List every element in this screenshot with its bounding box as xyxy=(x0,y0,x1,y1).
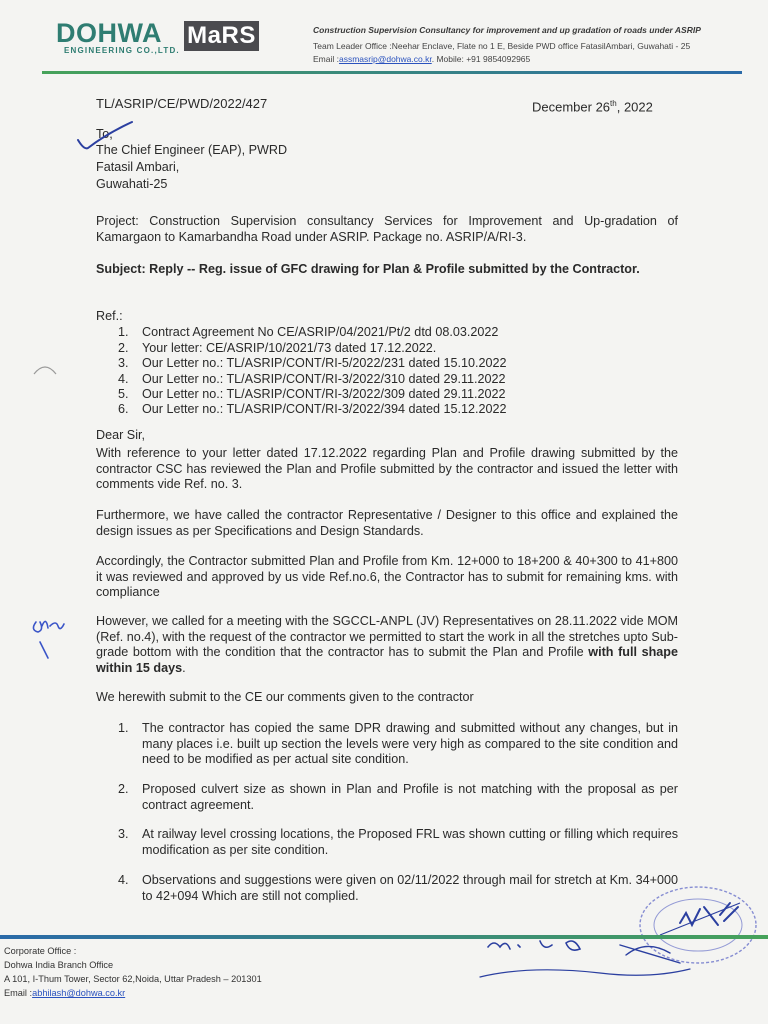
body-paragraph: Accordingly, the Contractor submitted Plan and Profile from Km. 12+000 to 18+200 & 40+300 to 41+800 it was reviewed and approved by us vide Ref.no.6, the Contractor has to submit for remaining kms. with compliance xyxy=(96,554,678,600)
ref-item-number: 6. xyxy=(118,402,129,416)
company-logo xyxy=(56,18,306,60)
letter-date xyxy=(532,96,653,115)
body-paragraph-text: However, we called for a meeting with the SGCCL-ANPL (JV) Representatives on 28.11.2022 vide MOM (Ref. no.4), with the request of the contractor we permitted to start the work in all the stretches upto Sub-grade bottom with the condition that the contractor has to submit the Plan and Profile xyxy=(96,614,678,660)
punch-hole-mark xyxy=(32,362,58,376)
body-paragraph: Furthermore, we have called the contractor Representative / Designer to this office and explained the design issues as per Specifications and Design Standards. xyxy=(96,508,678,538)
header-email-link[interactable]: assmasrip@dohwa.co.kr xyxy=(338,54,432,64)
addressee-line: The Chief Engineer (EAP), PWRD xyxy=(96,143,288,157)
ref-item-number: 4. xyxy=(118,372,129,386)
project-line: Project: Construction Supervision consultancy Services for Improvement and Up-gradation of Kamargaon to Kamarbandha Road under ASRIP. Package no. ASRIP/A/RI-3. xyxy=(96,214,678,244)
ref-item-number: 2. xyxy=(118,341,129,355)
letter-date-year: , 2022 xyxy=(616,99,653,115)
letter-reference-number: TL/ASRIP/CE/PWD/2022/427 xyxy=(96,96,268,111)
header-tagline: Construction Supervision Consultancy for improvement and up gradation of roads under ASRIP xyxy=(313,25,701,35)
observation-item xyxy=(118,721,678,768)
footer-email-label: Email : xyxy=(4,988,33,998)
observation-number: 3. xyxy=(118,827,129,841)
ref-item-text: Our Letter no.: TL/ASRIP/CONT/RI-3/2022/394 dated 15.12.2022 xyxy=(142,402,507,416)
ref-item-text: Our Letter no.: TL/ASRIP/CONT/RI-5/2022/231 dated 15.10.2022 xyxy=(142,356,507,370)
ref-item-text: Your letter: CE/ASRIP/10/2021/73 dated 17.12.2022. xyxy=(142,341,437,355)
logo-company-name: DOHWA xyxy=(56,18,162,48)
logo-subtitle: ENGINEERING CO.,LTD. xyxy=(64,46,180,55)
body-paragraph-end: . xyxy=(182,660,186,675)
body-paragraph: With reference to your letter dated 17.12.2022 regarding Plan and Profile drawing submitted by the contractor CSC has reviewed the Plan and Profile submitted by the contractor and issued the letter with comments vide Ref. no. 3. xyxy=(96,446,678,492)
addressee-line: Fatasil Ambari, xyxy=(96,160,180,174)
subject-line: Subject: Reply -- Reg. issue of GFC drawing for Plan & Profile submitted by the Contractor. xyxy=(96,262,640,276)
to-label: To, xyxy=(96,127,113,141)
addressee-line: Guwahati-25 xyxy=(96,177,168,191)
footer-corporate-label: Corporate Office : xyxy=(4,946,77,956)
ref-item xyxy=(118,372,506,388)
header-contact xyxy=(313,54,530,64)
handwritten-tick-mark xyxy=(76,120,136,154)
ref-item-number: 1. xyxy=(118,325,129,339)
comments-intro: We herewith submit to the CE our comments given to the contractor xyxy=(96,690,474,704)
ref-item xyxy=(118,402,507,418)
ref-item-text: Our Letter no.: TL/ASRIP/CONT/RI-3/2022/310 dated 29.11.2022 xyxy=(142,372,506,386)
handwritten-margin-note xyxy=(28,612,68,668)
body-paragraph-emphasis: with full shape within 15 days xyxy=(96,645,679,675)
header-divider xyxy=(42,71,742,74)
observation-item xyxy=(118,873,678,904)
ref-item-text: Contract Agreement No CE/ASRIP/04/2021/Pt/2 dtd 08.03.2022 xyxy=(142,325,499,339)
header-mobile: . Mobile: +91 9854092965 xyxy=(431,54,531,64)
observation-item xyxy=(118,782,678,813)
header-email-label: Email : xyxy=(313,54,339,64)
body-paragraph xyxy=(96,614,678,676)
ref-item-text: Our Letter no.: TL/ASRIP/CONT/RI-3/2022/309 dated 29.11.2022 xyxy=(142,387,506,401)
footer-email xyxy=(4,988,125,998)
ref-item-number: 3. xyxy=(118,356,129,370)
observation-text: Proposed culvert size as shown in Plan and Profile is not matching with the proposal as per contract agreement. xyxy=(142,782,678,812)
ref-item xyxy=(118,341,436,357)
ref-item xyxy=(118,325,498,341)
ref-item xyxy=(118,356,507,372)
observation-text: Observations and suggestions were given on 02/11/2022 through mail for stretch at Km. 34+000 to 42+094 Which are still not complied. xyxy=(142,873,678,903)
observation-text: At railway level crossing locations, the Proposed FRL was shown cutting or filling which requires modification as per site condition. xyxy=(142,827,678,857)
observation-text: The contractor has copied the same DPR drawing and submitted without any changes, but in many places i.e. built up section the levels were very high as compared to the site condition and need to be modified as per actual site condition. xyxy=(142,721,678,767)
ref-label: Ref.: xyxy=(96,309,123,323)
observation-number: 2. xyxy=(118,782,129,796)
ref-item-number: 5. xyxy=(118,387,129,401)
footer-branch: Dohwa India Branch Office xyxy=(4,960,114,970)
footer-email-link[interactable]: abhilash@dohwa.co.kr xyxy=(32,988,126,998)
header-address: Team Leader Office :Neehar Enclave, Flate no 1 E, Beside PWD office FatasilAmbari, Guwahati - 25 xyxy=(313,41,691,51)
ref-item xyxy=(118,387,506,403)
logo-partner-mark: MaRS xyxy=(184,21,259,51)
footer-address: A 101, I-Thum Tower, Sector 62,Noida, Uttar Pradesh – 201301 xyxy=(4,974,262,984)
salutation: Dear Sir, xyxy=(96,428,145,442)
observation-number: 1. xyxy=(118,721,129,735)
observation-number: 4. xyxy=(118,873,129,887)
letter-date-text: December 26 xyxy=(532,99,611,115)
observation-item xyxy=(118,827,678,858)
signature xyxy=(470,935,710,1005)
letter-date-suffix: th xyxy=(610,99,617,108)
